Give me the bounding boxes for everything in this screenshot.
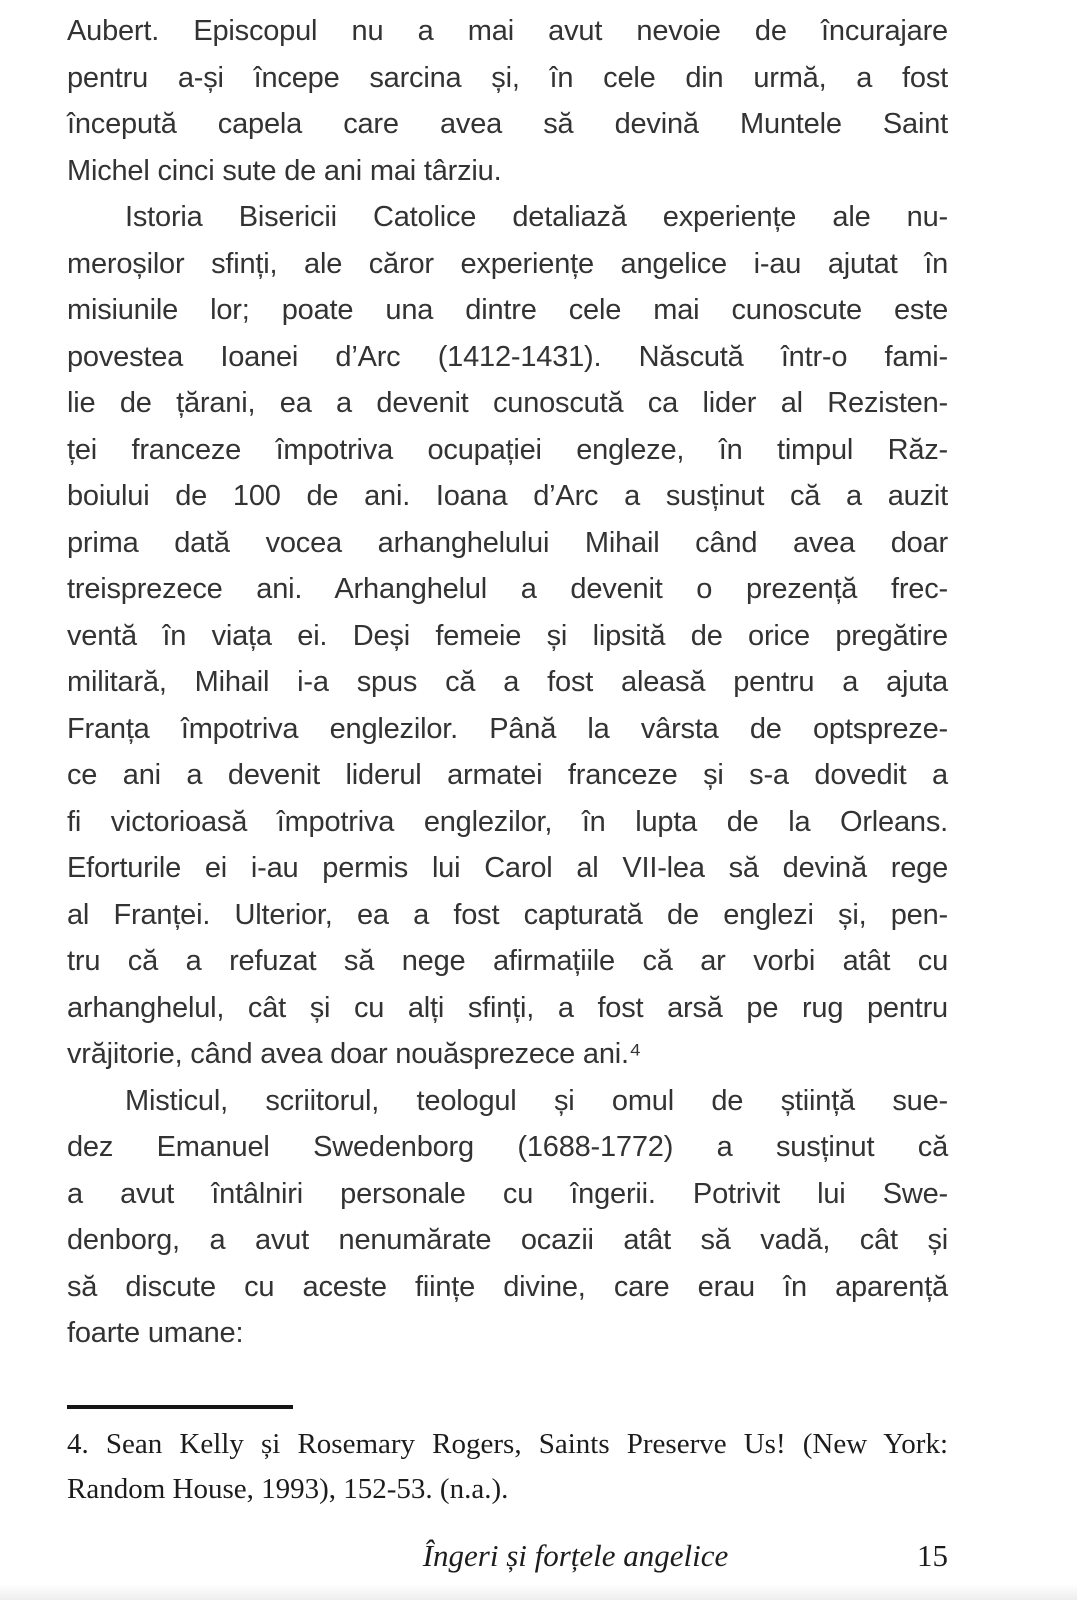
- body-line: boiului de 100 de ani. Ioana d’Arc a susținut că a auzit: [67, 480, 948, 512]
- body-line: meroșilor sfinți, ale căror experiențe angelice i-au ajutat în: [67, 247, 948, 280]
- page-footer: [67, 1534, 948, 1578]
- footnote-separator: [67, 1405, 293, 1409]
- body-line: Franța împotriva englezilor. Până la vârsta de optspreze-: [67, 712, 948, 745]
- body-line: Istoria Bisericii Catolice detaliază experiențe ale nu-: [125, 201, 948, 233]
- body-line: ce ani a devenit liderul armatei franceze și s-a dovedit a: [67, 759, 948, 791]
- body-line: prima dată vocea arhanghelului Mihail când avea doar: [67, 526, 948, 559]
- body-line: ței franceze împotriva ocupației engleze, în timpul Răz-: [67, 433, 948, 466]
- body-line: vrăjitorie, când avea doar nouăsprezece ani.⁴: [67, 1038, 642, 1070]
- body-line: a avut întâlniri personale cu îngerii. Potrivit lui Swe-: [67, 1177, 948, 1210]
- page-number: 15: [917, 1537, 948, 1573]
- body-line: Michel cinci sute de ani mai târziu.: [67, 154, 502, 187]
- body-line: dez Emanuel Swedenborg (1688-1772) a susținut că: [67, 1131, 948, 1163]
- body-line: Eforturile ei i-au permis lui Carol al VII-lea să devină rege: [67, 852, 948, 884]
- body-line: lie de țărani, ea a devenit cunoscută ca lider al Rezisten-: [67, 387, 948, 419]
- body-line: fi victorioasă împotriva englezilor, în lupta de la Orleans.: [67, 805, 948, 838]
- body-line: militară, Mihail i-a spus că a fost aleasă pentru a ajuta: [67, 666, 948, 698]
- body-line: să discute cu aceste ființe divine, care erau în aparență: [67, 1270, 948, 1303]
- footnote-line: 4. Sean Kelly și Rosemary Rogers, Saints Preserve Us! (New York:: [67, 1427, 948, 1460]
- body-line: treisprezece ani. Arhanghelul a devenit o prezență frec-: [67, 573, 948, 605]
- body-line: tru că a refuzat să nege afirmațiile că ar vorbi atât cu: [67, 945, 948, 977]
- running-title: Îngeri și forțele angelice: [422, 1537, 729, 1573]
- footnote-line: Random House, 1993), 152-53. (n.a.).: [67, 1472, 509, 1505]
- body-line: arhanghelul, cât și cu alți sfinți, a fost arsă pe rug pentru: [67, 991, 948, 1024]
- body-line: Aubert. Episcopul nu a mai avut nevoie de încurajare: [67, 15, 948, 47]
- body-line: pentru a-și începe sarcina și, în cele din urmă, a fost: [67, 61, 948, 94]
- page-body: [67, 8, 948, 1357]
- page-content: [67, 8, 948, 1578]
- body-line: misiunile lor; poate una dintre cele mai cunoscute este: [67, 294, 948, 326]
- footnote: [67, 1422, 948, 1512]
- body-line: Misticul, scriitorul, teologul și omul de știință sue-: [125, 1084, 948, 1117]
- body-line: denborg, a avut nenumărate ocazii atât să vadă, cât și: [67, 1224, 948, 1256]
- body-line: începută capela care avea să devină Muntele Saint: [67, 108, 948, 140]
- body-line: ventă în viața ei. Deși femeie și lipsită de orice pregătire: [67, 619, 948, 652]
- body-line: povestea Ioanei d’Arc (1412-1431). Născută într-o fami-: [67, 340, 948, 373]
- body-line: foarte umane:: [67, 1317, 244, 1349]
- body-line: al Franței. Ulterior, ea a fost capturată de englezi și, pen-: [67, 898, 948, 931]
